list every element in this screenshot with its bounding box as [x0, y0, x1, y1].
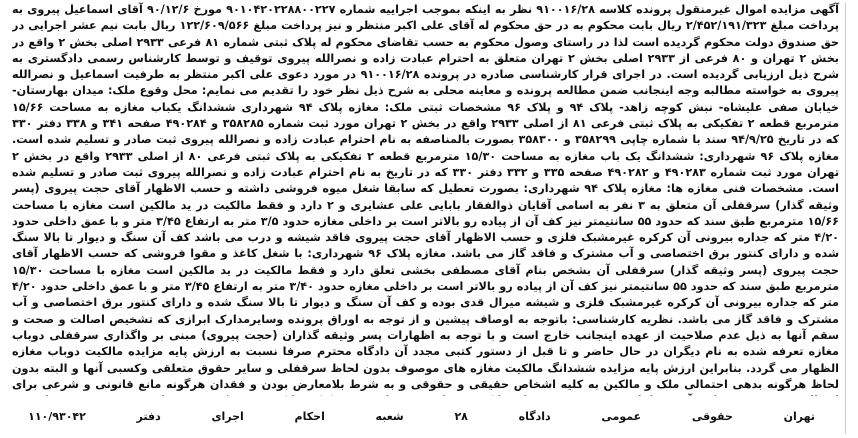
auction-notice	[8, 2, 846, 434]
notice-footer	[28, 406, 815, 426]
footer-number: ۲۸	[454, 409, 468, 423]
footer-court: دادگاه	[518, 409, 551, 423]
notice-body-text: آگهی مزایده اموال غیرمنقول پرونده کلاسه ۹۱۰۰۱۶/۲۸ نظر به اینکه بموجب اجراییه شماره ۹۰۱۰۴۲۰۲۲۸۸۰۰۲۲۷ مورخ ۹۰/۱۲/۶ آقای اسماعیل پیروی به پرداخت مبلغ ۲/۴۵۲/۱۹۱/۳۲۳ ریال بابت محکوم به در حق محکوم له آقای علی اکبر منتظر و نیز پرداخت مبلغ ۱۲۲/۶۰۹/۵۶۶ ریال بابت نیم عشر اجرایی در حق صندوق دولت محکوم گردیده است لذا در راستای وصول محکوم به حسب تقاضای محکوم له پلاک ثبتی شماره ۸۱ فرعی ۲۹۳۳ اصلی بخش ۲ واقع در بخش ۲ تهران و ۸۰ فرعی از ۲۹۳۳ اصلی بخش ۲ تهران متعلق به احترام عبادت زاده و نصرالله پیروی توقیف و توسط کارشناس رسمی دادگستری به شرح ذیل ارزیابی گردیده است. در اجرای قرار کارشناسی صادره در پرونده ۹۱۰۰۱۶/۲۸ در مورد دعوی علی اکبر منتظر به طرفیت اسماعیل و نصرالله پیروی به خواسته مطالبه وجه اینجانب ضمن مطالعه پرونده و معاینه محلی به شرح ذیل نظر خود را تقدیم می نمایم: محل وقوع ملک: میدان بهارستان- خیابان صفی علیشاه- نبش کوچه زاهد- پلاک ۹۴ و پلاک ۹۶ مشخصات ثبتی ملک: مغازه پلاک ۹۴ شهرداری ششدانگ یکباب مغازه به مساحت ۱۵/۶۶ مترمربع قطعه ۲ تفکیکی به پلاک ثبتی فرعی ۸۱ از اصلی ۲۹۳۳ واقع در بخش ۲ تهران مورد ثبت شماره ۳۵۸۲۸۵ و ۴۹۰۲۸۴ صفحه ۳۴۱ و ۳۳۸ دفتر ۳۳۰ که در تاریخ ۹۴/۹/۲۵ سند با شماره چاپی ۳۵۸۲۹۹ و ۳۵۸۳۰۰ بصورت بالمناصفه به نام احترام عبادت زاده و نصرالله پیروی ثبت صادر و تسلیم شده است. مغازه پلاک ۹۶ شهرداری: ششدانگ یک باب مغازه به مساحت ۱۵/۳۰ مترمربع قطعه ۲ تفکیکی به پلاک ثبتی فرعی ۸۰ از اصلی ۲۹۳۳ واقع در بخش ۲ تهران مورد ثبت شماره ۴۹۰۲۸۳ و ۴۹۰۲۸۲ صفحه ۳۳۵ و ۳۳۲ دفتر ۳۳۰ که در تاریخ به نام احترام عبادت زاده و نصرالله پیروی ثبت صادر و تسلیم شده است. مشخصات فنی مغازه ها: مغازه پلاک ۹۴ شهرداری: بصورت تعطیل که سابقا شغل میوه فروشی داشته و حسب الاظهار آقای حجت پیروی (پسر وثیقه گذار) سرقفلی آن متعلق به ۳ نفر به اسامی آقایان ذوالفقار بابایی علی عشایری و ۲ دارد و فقط مالکیت در ید مالکین است مغازه با مساحت ۱۵/۶۶ مترمربع طبق سند که حدود ۵۵ سانتیمتر نیز کف آن از پیاده رو بالاتر است بر داخلی مغازه حدود ۳/۵ متر به ارتفاع ۳/۴۵ متر و با عمق داخلی حدود ۴/۲۰ متر که جداره بیرونی آن کرکره غیرمشبک فلزی و حسب الاظهار آقای حجت پیروی فاقد شیشه و درب می باشد کف آن سنگ و دیوار تا بالا سنگ شده و دارای کنتور برق اختصاصی و آب مشترک و فاقد گاز می باشد. مغازه پلاک ۹۶ شهرداری: با شغل کاغذ و مقوا فروشی که حسب الاظهار آقای حجت پیروی (پسر وثیقه گذار) سرقفلی آن بشخص بنام آقای مصطفی بخشی تعلق دارد و فقط مالکیت در ید مالکین است مغازه با مساحت ۱۵/۳۰ مترمربع طبق سند که حدود ۵۵ سانتیمتر نیز کف آن از پیاده رو بالاتر است بر داخلی مغازه حدود ۳/۴۰ متر به ارتفاع ۳/۴۵ متر و با عمق داخلی حدود ۴/۲۰ متر که جداره بیرونی آن کرکره غیرمشبک فلزی و شیشه میرال قدی بوده و کف آن سنگ و دیوار تا بالا سنگ شده و دارای کنتور برق اختصاصی و آب مشترک و فاقد گاز می باشد. نظریه کارشناسی: باتوجه به اوصاف پیشین و از توجه به اوراق پرونده وسایرمدارک ابرازی که تشخیص اصالت و صحت و سقم آنها به ذیل عدم صلاحیت از عهده اینجانب خارج است و با توجه به اظهارات پسر وثیقه گذاران (حجت پیروی) مبنی بر واگذاری سرقفلی دوباب مغازه تعرفه شده به نام دیگران در حال حاضر و تا قبل از دستور کتبی مجدد آن دادگاه محترم صرفا نسبت به ارزش پایه مزایده مالکیت دوباب مغازه الظهار می گردد. بنابراین ارزش پایه مزایده ششدانگ مالکیت مغازه های موصوف بدون لحاظ سرقفلی و سایر حقوق متعلقی وکسبی آنها و البته بدون لحاظ هرگونه بدهی احتمالی ملک و مالکین به کلیه اشخاص حقیقی و حقوقی و به شرط بلامعارض بودن و فقدان هرگونه مانع قانونی و شرعی برای	[12, 3, 839, 391]
footer-code: ۱۱۰/۹۳۰۴۲	[28, 409, 86, 423]
footer-office: دفتر	[136, 409, 161, 423]
footer-enforcement: اجرای	[211, 409, 244, 423]
footer-legal: حقوقی	[691, 409, 733, 423]
footer-general: عمومی	[601, 409, 642, 423]
footer-city: تهران	[783, 409, 815, 423]
footer-rulings: احکام	[294, 409, 325, 423]
footer-branch: شعبه	[375, 409, 404, 423]
